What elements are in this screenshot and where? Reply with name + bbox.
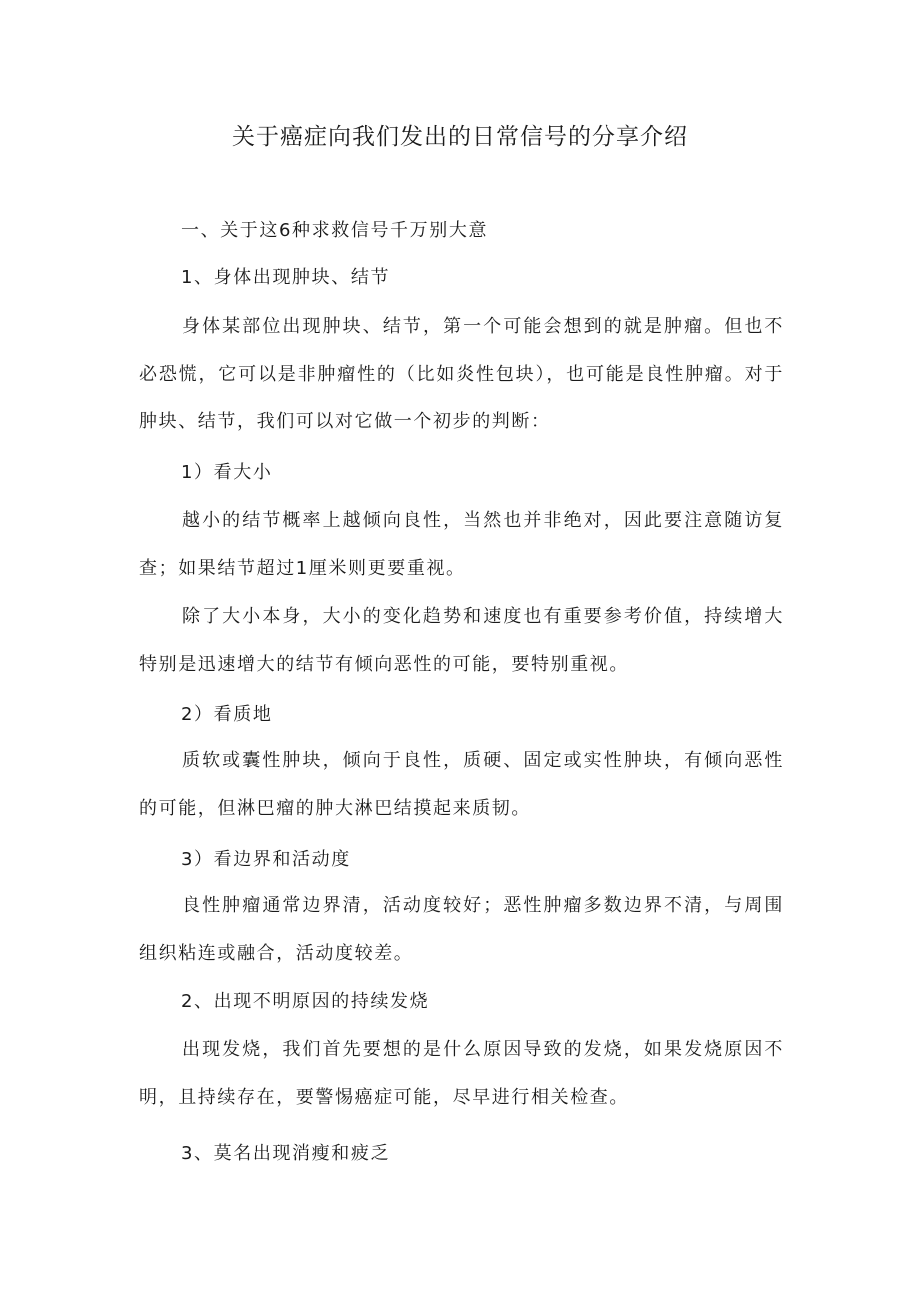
item2-heading: 2、出现不明原因的持续发烧 bbox=[181, 991, 430, 1012]
sub1-paragraph-2: 除了大小本身，大小的变化趋势和速度也有重要参考价值，持续增大特别是迅速增大的结节有倾向恶性的可能，要特别重视。 bbox=[139, 606, 784, 675]
sub1-heading: 1）看大小 bbox=[181, 462, 273, 483]
document-title: 关于癌症向我们发出的日常信号的分享介绍 bbox=[232, 124, 688, 150]
item1-intro-paragraph: 身体某部位出现肿块、结节，第一个可能会想到的就是肿瘤。但也不必恐慌，它可以是非肿瘤性的（比如炎性包块），也可能是良性肿瘤。对于肿块、结节，我们可以对它做一个初步的判断： bbox=[139, 316, 784, 432]
sub2-paragraph: 质软或囊性肿块，倾向于良性，质硬、固定或实性肿块，有倾向恶性的可能，但淋巴瘤的肿大淋巴结摸起来质韧。 bbox=[139, 750, 784, 819]
sub1-paragraph-1: 越小的结节概率上越倾向良性，当然也并非绝对，因此要注意随访复查；如果结节超过1厘米则更要重视。 bbox=[139, 510, 784, 579]
item2-paragraph: 出现发烧，我们首先要想的是什么原因导致的发烧，如果发烧原因不明，且持续存在，要警惕癌症可能，尽早进行相关检查。 bbox=[139, 1039, 784, 1108]
item1-heading: 1、身体出现肿块、结节 bbox=[181, 267, 391, 288]
item3-heading: 3、莫名出现消瘦和疲乏 bbox=[181, 1143, 391, 1164]
sub3-heading: 3）看边界和活动度 bbox=[181, 849, 351, 870]
sub2-heading: 2）看质地 bbox=[181, 704, 273, 725]
section-heading: 一、关于这6种求救信号千万别大意 bbox=[181, 220, 489, 241]
sub3-paragraph: 良性肿瘤通常边界清，活动度较好；恶性肿瘤多数边界不清，与周围组织粘连或融合，活动度较差。 bbox=[139, 895, 784, 964]
